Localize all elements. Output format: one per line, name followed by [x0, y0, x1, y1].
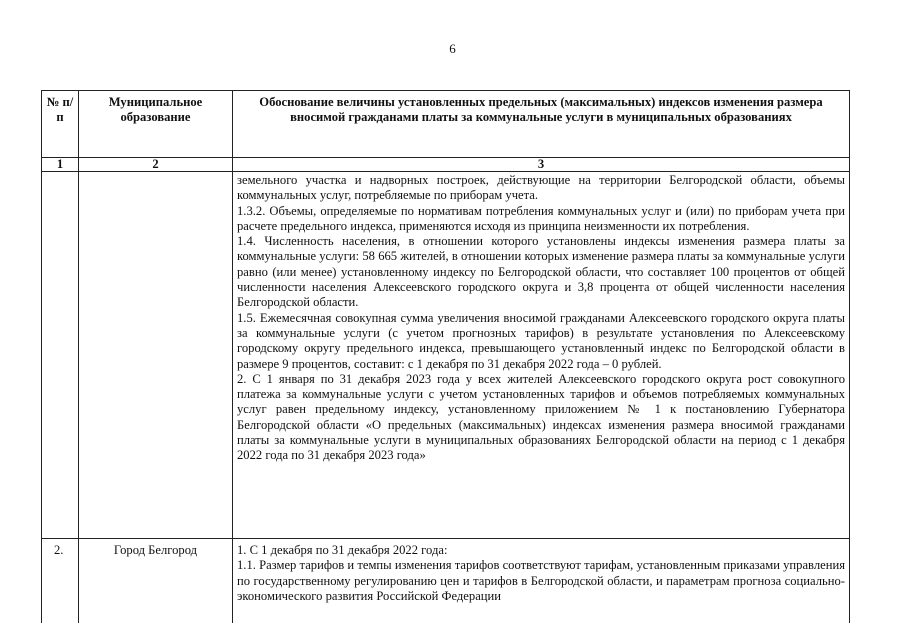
- justification-paragraph: 1.1. Размер тарифов и темпы изменения тарифов соответствуют тарифам, установленным приказами управления по государственному регулированию цен и тарифов в Белгородской области, и параметрам прогноза социально-экономического развития Российской Федерации: [237, 558, 845, 603]
- column-number-row: [42, 158, 850, 172]
- row-index-cell: [42, 172, 79, 539]
- row-municipality-cell: Город Белгород: [79, 539, 233, 624]
- justification-paragraph: 1. С 1 декабря по 31 декабря 2022 года:: [237, 543, 448, 557]
- table-row: [42, 539, 850, 624]
- column-number-2: 2: [79, 158, 233, 172]
- row-justification-cell: [233, 539, 850, 624]
- column-number-3: 3: [233, 158, 850, 172]
- justification-table: [41, 90, 850, 623]
- page-number: 6: [449, 41, 456, 56]
- row-justification-cell: [233, 172, 850, 539]
- table-header-row: [42, 91, 850, 158]
- header-municipality: Муниципальное образование: [79, 91, 233, 158]
- row-municipality-cell: [79, 172, 233, 539]
- justification-paragraph: земельного участка и надворных построек, действующие на территории Белгородской области, объемы коммунальных услуг, потребляемые по приборам учета.: [237, 173, 845, 203]
- header-justification: Обоснование величины установленных предельных (максимальных) индексов изменения размера вносимой гражданами платы за коммунальные услуги в муниципальных образованиях: [233, 91, 850, 158]
- column-number-1: 1: [42, 158, 79, 172]
- justification-paragraph: 1.3.2. Объемы, определяемые по нормативам потребления коммунальных услуг и (или) по приборам учета при расчете предельного индекса, применяются исходя из принципа неизменности их потребления.: [237, 203, 845, 233]
- table-row: [42, 172, 850, 539]
- justification-paragraph: 1.5. Ежемесячная совокупная сумма увеличения вносимой гражданами Алексеевского городского округа платы за коммунальные услуги (с учетом прогнозных тарифов) в результате установления по Алексеевскому городскому округу предельного индекса, превышающего установленный индекс по Белгородской области в размере 9 процентов, составит: с 1 декабря по 31 декабря 2022 года – 0 рублей.: [237, 310, 845, 371]
- justification-paragraph: 1.4. Численность населения, в отношении которого установлены индексы изменения размера платы за коммунальные услуги: 58 665 жителей, в отношении которых изменение размера платы за коммунальные услуги равно (или менее) установленному индексу по Белгородской области, что составляет 100 процентов от общей численности населения Алексеевского городского округа и 3,8 процента от общей численности населения Белгородской области.: [237, 234, 845, 310]
- header-number: № п/п: [42, 91, 79, 158]
- row-index-cell: 2.: [42, 539, 79, 624]
- justification-paragraph: 2. С 1 января по 31 декабря 2023 года у всех жителей Алексеевского городского округа рост совокупного платежа за коммунальные услуги с учетом установленных тарифов и объемов потребляемых коммунальных услуг равен предельному индексу, установленному приложением № 1 к постановлению Губернатора Белгородской области «О предельных (максимальных) индексах изменения размера вносимой гражданами платы за коммунальные услуги в муниципальных образованиях Белгородской области на период с 1 декабря 2022 года по 31 декабря 2023 года»: [237, 371, 845, 463]
